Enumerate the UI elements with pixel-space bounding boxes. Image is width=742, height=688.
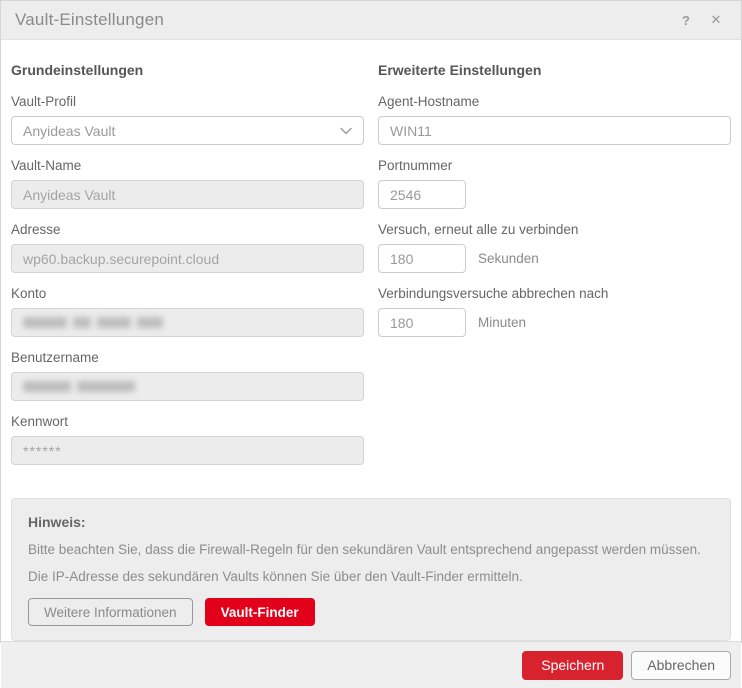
kennwort-input	[11, 436, 364, 465]
help-icon[interactable]: ?	[682, 12, 690, 28]
abort-after-label: Verbindungsversuche abbrechen nach	[378, 286, 609, 301]
vault-profil-field	[11, 94, 364, 145]
konto-field	[11, 286, 364, 337]
vault-name-label: Vault-Name	[11, 158, 82, 173]
redacted-blur	[23, 317, 67, 328]
agent-hostname-input[interactable]	[378, 116, 731, 145]
hint-box	[11, 498, 731, 641]
benutzername-label: Benutzername	[11, 350, 99, 365]
abort-after-row	[378, 308, 731, 337]
vault-finder-button[interactable]: Vault-Finder	[205, 598, 315, 626]
abort-after-field	[378, 286, 731, 337]
abort-after-input[interactable]	[378, 308, 466, 337]
benutzername-field	[11, 350, 364, 401]
advanced-settings-heading: Erweiterte Einstellungen	[378, 62, 542, 78]
kennwort-label: Kennwort	[11, 414, 69, 429]
konto-input-redacted	[11, 308, 364, 337]
vault-profil-select[interactable]	[11, 116, 364, 145]
retry-interval-unit: Sekunden	[478, 251, 539, 266]
adresse-field	[11, 222, 364, 273]
save-button[interactable]: Speichern	[522, 651, 623, 680]
dialog-title: Vault-Einstellungen	[15, 10, 165, 29]
portnummer-label: Portnummer	[378, 158, 453, 173]
vault-name-field	[11, 158, 364, 209]
basic-settings-heading: Grundeinstellungen	[11, 62, 144, 78]
chevron-down-icon	[340, 127, 352, 135]
agent-hostname-label: Agent-Hostname	[378, 94, 480, 109]
redacted-blur	[23, 381, 71, 392]
redacted-blur	[73, 317, 91, 328]
dialog-body	[1, 40, 741, 641]
retry-interval-input[interactable]	[378, 244, 466, 273]
redacted-blur	[137, 317, 163, 328]
vault-profil-selected-value: Anyideas Vault	[23, 122, 116, 139]
advanced-settings-column	[378, 52, 731, 478]
close-icon[interactable]: ✕	[710, 12, 722, 27]
hint-line-2: Die IP-Adresse des sekundären Vaults können Sie über den Vault-Finder ermitteln.	[28, 568, 523, 584]
portnummer-input[interactable]	[378, 180, 466, 209]
dialog-titlebar	[1, 1, 741, 40]
kennwort-field	[11, 414, 364, 465]
dialog-footer	[1, 641, 741, 688]
adresse-label: Adresse	[11, 222, 61, 237]
vault-profil-label: Vault-Profil	[11, 94, 77, 109]
retry-interval-label: Versuch, erneut alle zu verbinden	[378, 222, 579, 237]
abort-after-unit: Minuten	[478, 315, 527, 330]
cancel-button[interactable]: Abbrechen	[631, 651, 731, 680]
retry-interval-field	[378, 222, 731, 273]
retry-interval-row	[378, 244, 731, 273]
adresse-input	[11, 244, 364, 273]
redacted-blur	[97, 317, 131, 328]
hint-actions	[28, 598, 714, 626]
settings-columns	[11, 52, 731, 478]
vault-name-input	[11, 180, 364, 209]
portnummer-field	[378, 158, 731, 209]
redacted-blur	[77, 381, 135, 392]
basic-settings-column	[11, 52, 364, 478]
hint-line-1: Bitte beachten Sie, dass die Firewall-Regeln für den sekundären Vault entsprechend angepasst werden müssen.	[28, 542, 701, 557]
benutzername-input-redacted	[11, 372, 364, 401]
hint-heading: Hinweis:	[28, 514, 86, 530]
konto-label: Konto	[11, 286, 47, 301]
more-information-button[interactable]: Weitere Informationen	[28, 598, 193, 626]
agent-hostname-field	[378, 94, 731, 145]
